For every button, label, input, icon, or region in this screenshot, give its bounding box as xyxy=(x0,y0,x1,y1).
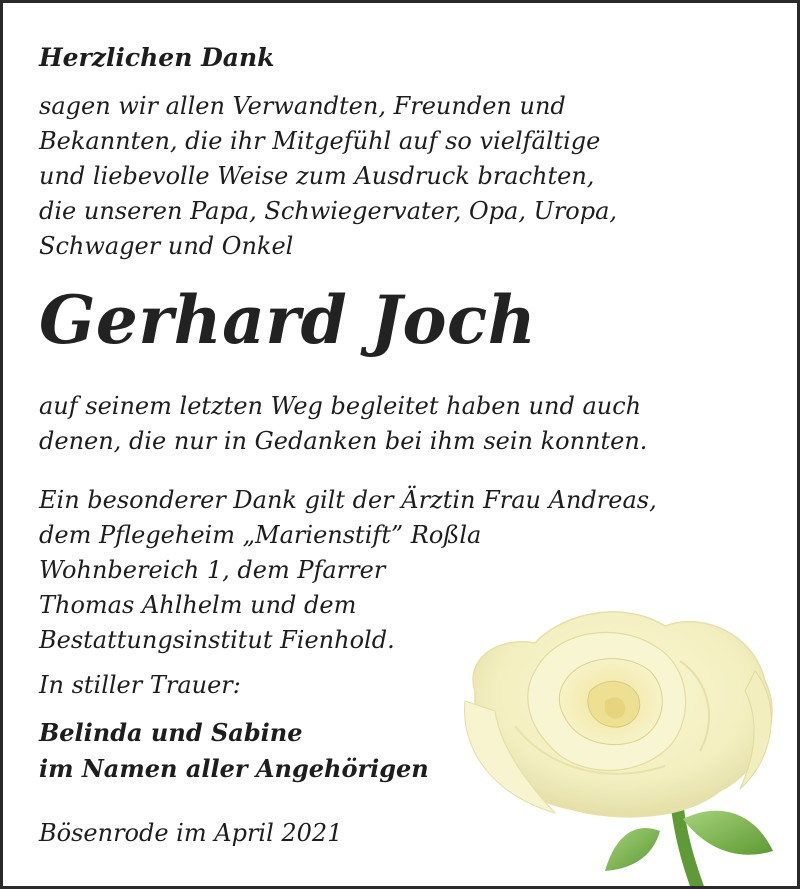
after-name-paragraph xyxy=(39,389,779,459)
after-name-line: auf seinem letzten Weg begleitet haben und auch xyxy=(39,392,642,420)
special-thanks-line: Ein besonderer Dank gilt der Ärztin Frau Andreas, xyxy=(39,486,657,514)
signer-line: Belinda und Sabine xyxy=(39,718,303,747)
deceased-name: Gerhard Joch xyxy=(39,281,537,359)
intro-line: sagen wir allen Verwandten, Freunden und xyxy=(39,92,566,120)
special-thanks-line: dem Pflegeheim „Marienstift” Roßla xyxy=(39,521,482,549)
intro-line: und liebevolle Weise zum Ausdruck brachten, xyxy=(39,162,595,190)
special-thanks-line: Thomas Ahlhelm und dem xyxy=(39,591,357,619)
intro-paragraph xyxy=(39,89,779,264)
special-thanks-line: Wohnbereich 1, dem Pfarrer xyxy=(39,556,386,584)
place-date: Bösenrode im April 2021 xyxy=(39,819,343,847)
mourning-label: In stiller Trauer: xyxy=(39,671,241,699)
intro-line: Bekannten, die ihr Mitgefühl auf so vielfältige xyxy=(39,127,601,155)
signers xyxy=(39,715,429,787)
after-name-line: denen, die nur in Gedanken bei ihm sein konnten. xyxy=(39,427,648,455)
signer-line: im Namen aller Angehörigen xyxy=(39,754,429,783)
intro-line: die unseren Papa, Schwiegervater, Opa, Uropa, xyxy=(39,197,618,225)
special-thanks-line: Bestattungsinstitut Fienhold. xyxy=(39,626,395,654)
white-rose-image xyxy=(455,551,785,889)
intro-line: Schwager und Onkel xyxy=(39,232,294,260)
heading: Herzlichen Dank xyxy=(39,43,275,72)
